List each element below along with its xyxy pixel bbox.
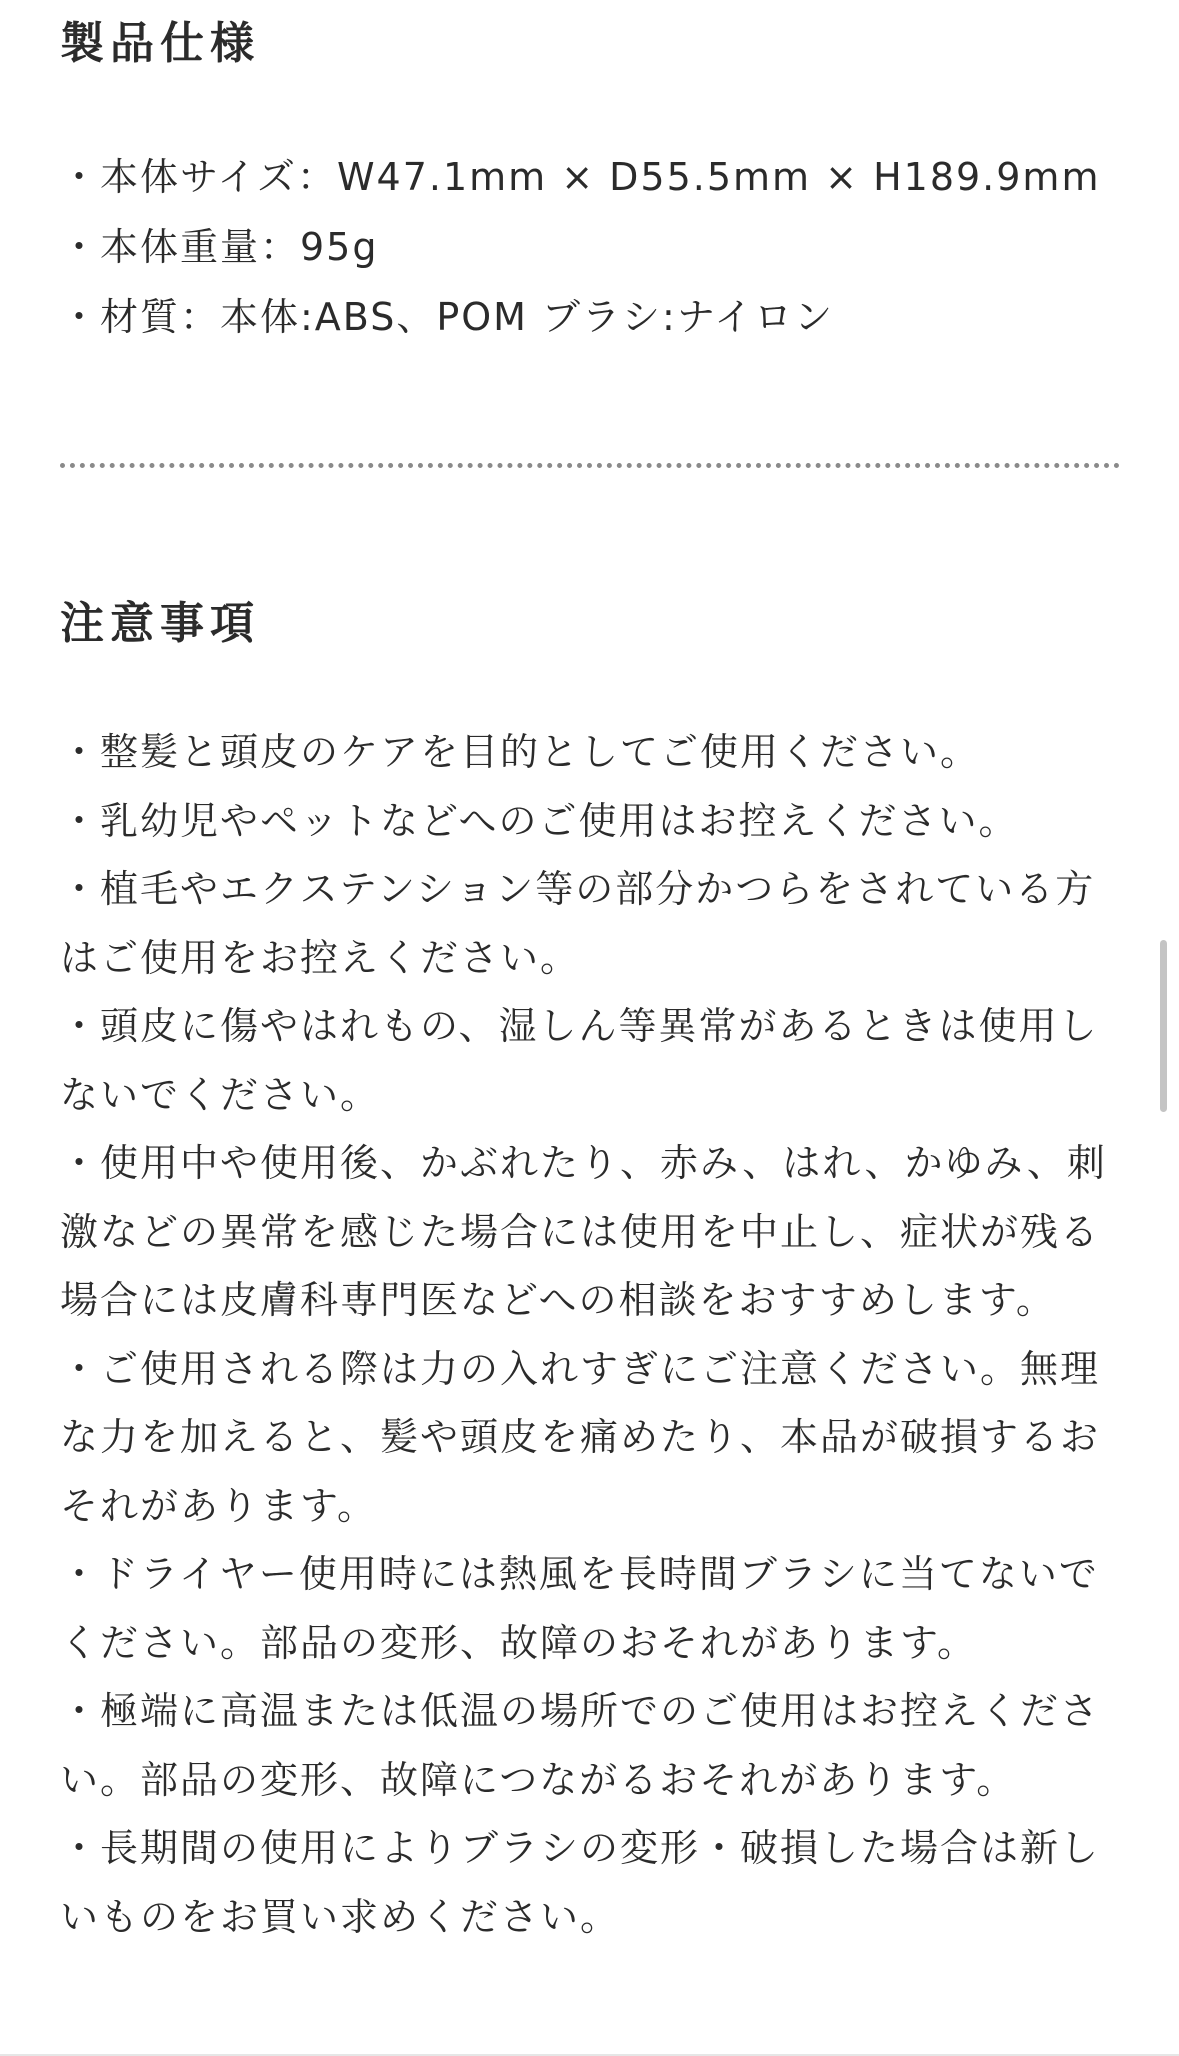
- spec-item-size: ・本体サイズ：W47.1mm × D55.5mm × H189.9mm: [60, 155, 1101, 199]
- notes-item: ・頭皮に傷やはれもの、湿しん等異常があるときは使用しないでください。: [60, 1004, 1099, 1117]
- notes-item: ・極端に高温または低温の場所でのご使用はお控えください。部品の変形、故障につながるおそれがあります。: [60, 1689, 1101, 1802]
- spec-item-material: ・材質：本体:ABS、POM ブラシ:ナイロン: [60, 295, 835, 339]
- scrollbar-thumb[interactable]: [1160, 940, 1167, 1112]
- notes-item: ・整髪と頭皮のケアを目的としてご使用ください。: [60, 730, 981, 774]
- spec-item-weight: ・本体重量：95g: [60, 225, 379, 269]
- notes-item: ・長期間の使用によりブラシの変形・破損した場合は新しいものをお買い求めください。: [60, 1826, 1101, 1939]
- notes-section-title: 注意事項: [60, 598, 260, 649]
- notes-item: ・ドライヤー使用時には熱風を長時間ブラシに当てないでください。部品の変形、故障のおそれがあります。: [60, 1552, 1099, 1665]
- notes-item: ・ご使用される際は力の入れすぎにご注意ください。無理な力を加えると、髪や頭皮を痛めたり、本品が破損するおそれがあります。: [60, 1346, 1101, 1528]
- notes-item: ・乳幼児やペットなどへのご使用はお控えください。: [60, 798, 1019, 843]
- notes-item: ・使用中や使用後、かぶれたり、赤み、はれ、かゆみ、刺激などの異常を感じた場合には使用を中止し、症状が残る場合には皮膚科専門医などへの相談をおすすめします。: [60, 1141, 1107, 1322]
- notes-list: [60, 718, 1120, 1951]
- dotted-divider: [60, 463, 1120, 468]
- spec-list: [60, 142, 1120, 352]
- spec-section-title: 製品仕様: [60, 18, 260, 69]
- notes-item: ・植毛やエクステンション等の部分かつらをされている方はご使用をお控えください。: [60, 867, 1096, 980]
